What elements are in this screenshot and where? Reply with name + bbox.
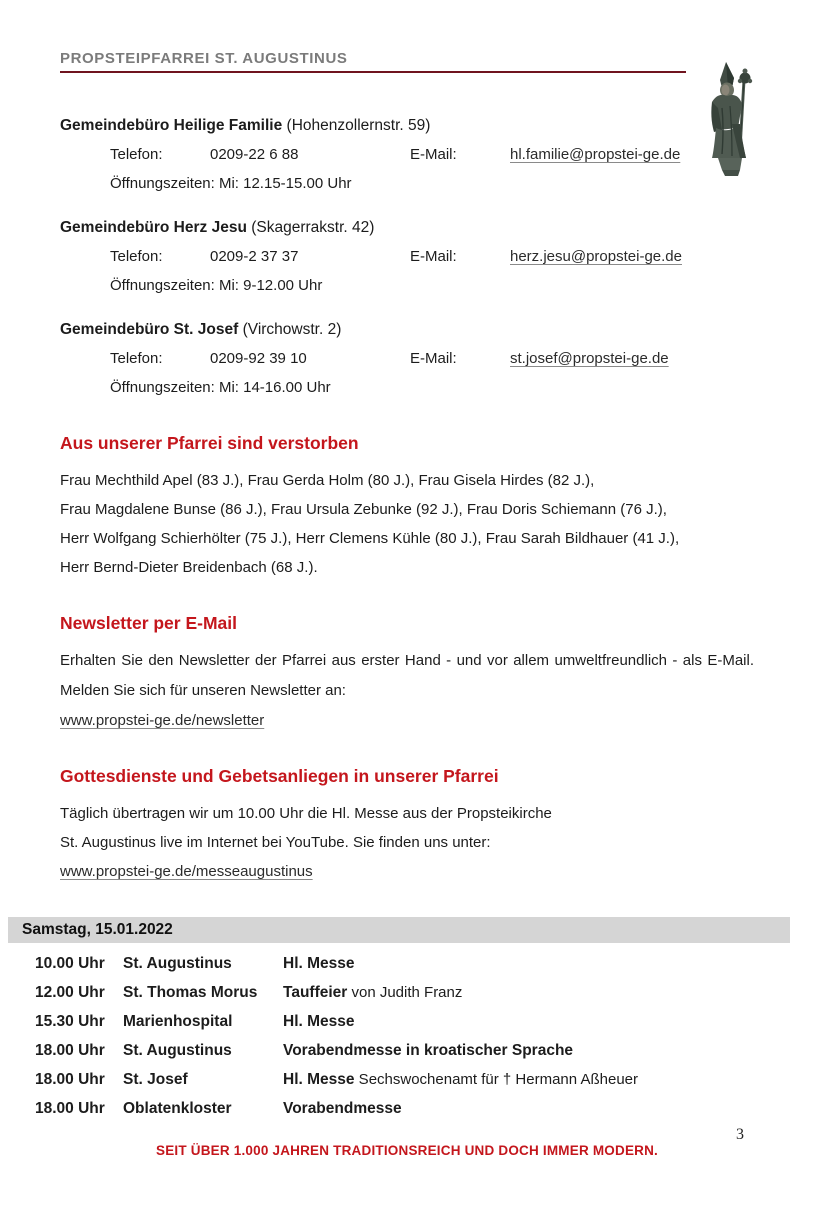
section-heading-newsletter: Newsletter per E-Mail [60,613,237,633]
office-address: (Hohenzollernstr. 59) [286,117,431,134]
schedule-event: Vorabendmesse in kroatischer Sprache [283,1042,574,1059]
phone-number: 0209-22 6 88 [210,146,299,163]
email-link[interactable]: st.josef@propstei-ge.de [510,350,669,367]
email-link[interactable]: hl.familie@propstei-ge.de [510,146,681,163]
page-number: 3 [736,1126,744,1143]
schedule-time: 10.00 Uhr [35,955,105,972]
schedule-time: 15.30 Uhr [35,1013,105,1030]
schedule-row [35,1094,754,1123]
office-name: Gemeindebüro Herz Jesu [60,219,247,236]
services-line: St. Augustinus live im Internet bei YouTube. Sie finden uns unter: [60,834,491,851]
bishop-statue-icon [692,58,768,183]
office-title [60,213,754,242]
schedule-location: St. Augustinus [123,955,232,972]
office-address: (Skagerrakstr. 42) [251,219,375,236]
email-label: E-Mail: [410,350,457,367]
phone-label: Telefon: [110,350,163,367]
office-contact-row [110,242,754,271]
schedule-day-header: Samstag, 15.01.2022 [8,917,790,943]
schedule-time: 18.00 Uhr [35,1071,105,1088]
phone-number: 0209-92 39 10 [210,350,307,367]
office-herz-jesu [60,213,754,300]
office-heilige-familie [60,111,754,198]
schedule-location: Marienhospital [123,1013,233,1030]
email-link[interactable]: herz.jesu@propstei-ge.de [510,248,682,265]
schedule-location: St. Augustinus [123,1042,232,1059]
schedule-location: St. Thomas Morus [123,984,258,1001]
office-title [60,315,754,344]
schedule-location: St. Josef [123,1071,188,1088]
schedule-row [35,978,754,1007]
deceased-line: Frau Magdalene Bunse (86 J.), Frau Ursula Zebunke (92 J.), Frau Doris Schiemann (76 J.), [60,501,667,518]
schedule-row [35,949,754,978]
schedule-time: 18.00 Uhr [35,1100,105,1117]
office-st-josef [60,315,754,402]
schedule-event: Tauffeier von Judith Franz [283,984,463,1001]
schedule-row [35,1065,754,1094]
office-list [60,111,754,402]
office-name: Gemeindebüro St. Josef [60,321,239,338]
section-deceased [60,431,754,582]
office-hours: Öffnungszeiten: Mi: 14-16.00 Uhr [110,379,331,396]
page-header [60,50,686,73]
newsletter-link[interactable]: www.propstei-ge.de/newsletter [60,712,265,729]
schedule-time: 18.00 Uhr [35,1042,105,1059]
newsletter-text: Erhalten Sie den Newsletter der Pfarrei aus erster Hand - und vor allem umweltfreundlich - als E-Mail. Melden Sie sich für unseren Newsletter an: [60,652,754,699]
phone-label: Telefon: [110,146,163,163]
footer-motto: SEIT ÜBER 1.000 JAHREN TRADITIONSREICH UND DOCH IMMER MODERN. [156,1143,658,1158]
schedule-event: Hl. Messe Sechswochenamt für † Hermann Aßheuer [283,1071,638,1088]
deceased-line: Frau Mechthild Apel (83 J.), Frau Gerda Holm (80 J.), Frau Gisela Hirdes (82 J.), [60,472,595,489]
schedule-time: 12.00 Uhr [35,984,105,1001]
section-heading-services: Gottesdienste und Gebetsanliegen in unserer Pfarrei [60,766,499,786]
phone-number: 0209-2 37 37 [210,248,299,265]
schedule-event: Hl. Messe [283,1013,355,1030]
schedule-row [35,1036,754,1065]
services-link[interactable]: www.propstei-ge.de/messeaugustinus [60,863,313,880]
schedule-location: Oblatenkloster [123,1100,232,1117]
schedule-row [35,1007,754,1036]
office-title [60,111,754,140]
office-name: Gemeindebüro Heilige Familie [60,117,283,134]
deceased-line: Herr Bernd-Dieter Breidenbach (68 J.). [60,559,318,576]
office-hours: Öffnungszeiten: Mi: 9-12.00 Uhr [110,277,323,294]
email-label: E-Mail: [410,146,457,163]
section-heading-deceased: Aus unserer Pfarrei sind verstorben [60,433,359,453]
email-label: E-Mail: [410,248,457,265]
schedule-table [35,949,754,1123]
schedule-event: Vorabendmesse [283,1100,402,1117]
deceased-line: Herr Wolfgang Schierhölter (75 J.), Herr Clemens Kühle (80 J.), Frau Sarah Bildhauer (41 J.), [60,530,680,547]
office-contact-row [110,140,754,169]
section-services [60,764,754,886]
parish-header-title: PROPSTEIPFARREI ST. AUGUSTINUS [60,50,348,67]
office-hours: Öffnungszeiten: Mi: 12.15-15.00 Uhr [110,175,352,192]
office-address: (Virchowstr. 2) [242,321,342,338]
schedule-event: Hl. Messe [283,955,355,972]
services-line: Täglich übertragen wir um 10.00 Uhr die Hl. Messe aus der Propsteikirche [60,805,552,822]
phone-label: Telefon: [110,248,163,265]
document-page [0,50,827,1158]
section-newsletter [60,611,754,735]
office-contact-row [110,344,754,373]
